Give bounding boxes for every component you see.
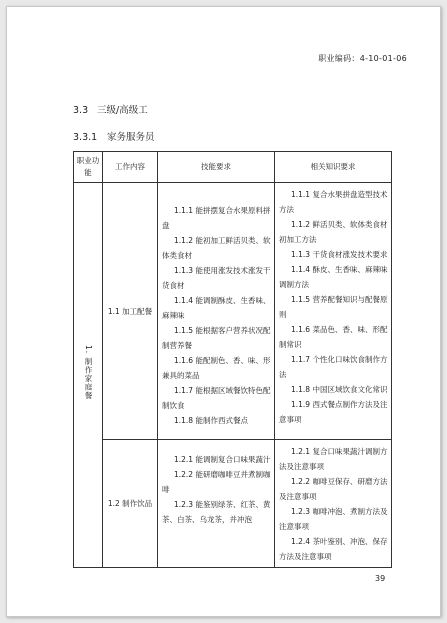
- subsection-title: 家务服务员: [107, 132, 155, 143]
- document-page: [6, 6, 441, 617]
- section-number: 3.3: [73, 105, 89, 116]
- skill-item: 1.1.1 能拼摆复合水果原料拼盘: [162, 206, 271, 230]
- function-label: 1. 制作家庭餐: [84, 344, 93, 401]
- knowledge-item: 1.1.7 个性化口味饮食制作方法: [279, 355, 388, 379]
- skill-item: 1.1.7 能根据区域餐饮特色配制饮食: [162, 386, 271, 410]
- occupation-code: 职业编码：4-10-01-06: [318, 54, 407, 63]
- header-function: 职业功能: [74, 152, 103, 183]
- knowledge-item: 1.2.4 茶叶鉴别、冲泡、保存方法及注意事项: [279, 537, 388, 561]
- page-number: 39: [375, 574, 386, 583]
- skill-item: 1.2.3 能鉴别绿茶、红茶、黄茶、白茶、乌龙茶，并冲泡: [162, 500, 271, 524]
- skill-item: 1.1.4 能调制酥皮、生香味、麻辣味: [162, 296, 271, 320]
- header-work-content: 工作内容: [103, 152, 158, 183]
- work-content-cell: 1.2 制作饮品: [103, 440, 158, 568]
- subsection-heading: [73, 129, 155, 143]
- section-heading: [73, 102, 148, 116]
- work-content-cell: 1.1 加工配餐: [103, 183, 158, 440]
- skill-item: 1.1.2 能初加工鲜活贝类、软体类食材: [162, 236, 271, 260]
- knowledge-item: 1.2.2 咖啡豆保存、研磨方法及注意事项: [279, 477, 388, 501]
- knowledge-item: 1.1.4 酥皮、生香味、麻辣味调制方法: [279, 265, 388, 289]
- skill-item: 1.2.1 能调制复合口味果蔬汁: [174, 455, 271, 464]
- skill-cell: [158, 183, 275, 440]
- subsection-number: 3.3.1: [73, 132, 98, 143]
- knowledge-item: 1.1.3 干货食材涨发技术要求: [291, 250, 388, 259]
- table-row: [74, 183, 392, 440]
- header-knowledge-requirements: 相关知识要求: [275, 152, 392, 183]
- knowledge-item: 1.1.8 中国区域饮食文化常识: [291, 385, 388, 394]
- knowledge-cell: [275, 440, 392, 568]
- function-cell: [74, 183, 103, 568]
- knowledge-item: 1.1.1 复合水果拼盘造型技术方法: [279, 190, 388, 214]
- knowledge-item: 1.2.3 咖啡冲泡、煮制方法及注意事项: [279, 507, 388, 531]
- section-title: 三级/高级工: [97, 105, 148, 116]
- knowledge-item: 1.1.9 西式餐点制作方法及注意事项: [279, 400, 388, 424]
- table-header-row: [74, 152, 392, 183]
- skill-item: 1.1.8 能制作西式餐点: [174, 416, 248, 425]
- skill-item: 1.2.2 能研磨咖啡豆并煮制咖啡: [162, 470, 271, 494]
- knowledge-item: 1.1.6 菜品色、香、味、形配制常识: [279, 325, 388, 349]
- skill-item: 1.1.6 能配制色、香、味、形兼具的菜品: [162, 356, 271, 380]
- requirements-table: [73, 151, 392, 568]
- skill-item: 1.1.3 能使用涨发技术涨发干货食材: [162, 266, 271, 290]
- knowledge-item: 1.2.1 复合口味果蔬汁调制方法及注意事项: [279, 447, 388, 471]
- knowledge-cell: [275, 183, 392, 440]
- knowledge-item: 1.1.5 营养配餐知识与配餐原则: [279, 295, 388, 319]
- skill-cell: [158, 440, 275, 568]
- knowledge-item: 1.1.2 鲜活贝类、软体类食材初加工方法: [279, 220, 388, 244]
- header-skill-requirements: 技能要求: [158, 152, 275, 183]
- skill-item: 1.1.5 能根据客户营养状况配制营养餐: [162, 326, 271, 350]
- table-row: [74, 440, 392, 568]
